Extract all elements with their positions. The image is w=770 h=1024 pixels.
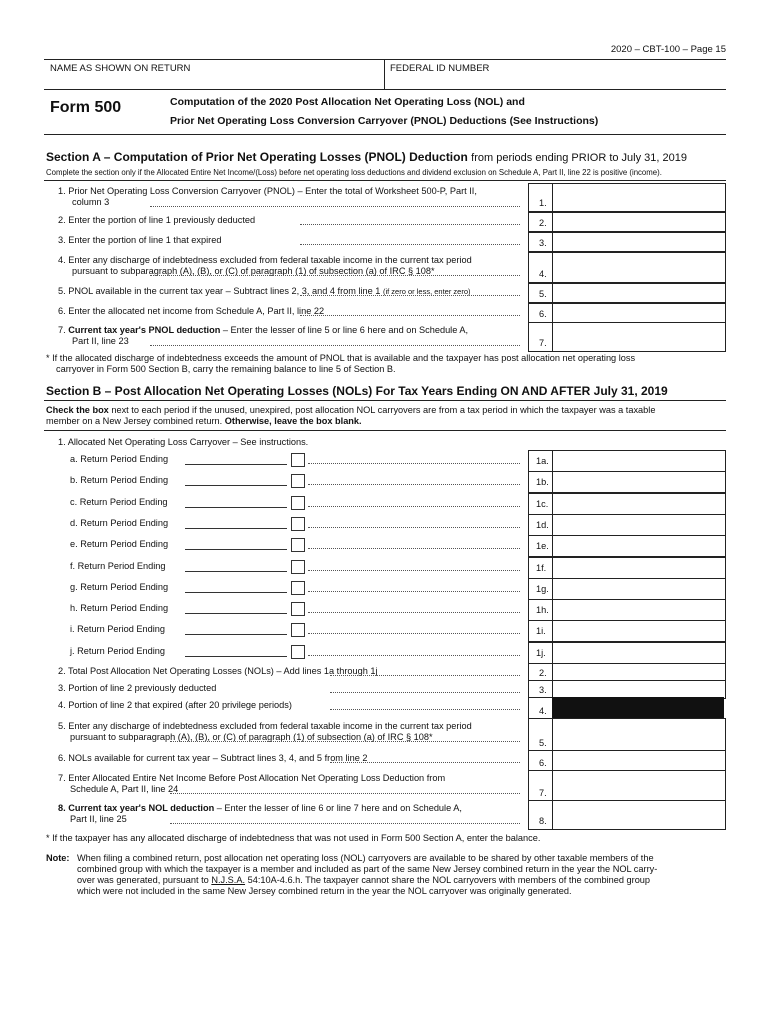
section-a-title: Section A – Computation of Prior Net Operating Losses (PNOL) Deduction from periods ending PRIOR to July 31, 2019 [46, 150, 687, 164]
leader-dots [170, 741, 520, 742]
section-b-line-5-text: 5. Enter any discharge of indebtedness excluded from federal taxable income in the current tax period [58, 721, 472, 731]
leader-dots [300, 244, 520, 245]
leader-dots [308, 570, 520, 571]
note-line-1: When filing a combined return, post allocation net operating loss (NOL) carryovers are available to be shared by other taxable members of the [77, 853, 654, 863]
period-amount-field[interactable] [552, 620, 726, 642]
period-label-6: g. Return Period Ending [70, 582, 169, 592]
fein-label: FEDERAL ID NUMBER [390, 63, 490, 74]
leader-dots [308, 484, 520, 485]
section-b-line-6-number: 6. [539, 758, 547, 768]
combined-return-checkbox[interactable] [291, 581, 305, 595]
leader-dots [308, 548, 520, 549]
section-a-line-7-number: 7. [539, 338, 547, 348]
section-a-line-4-text-2: pursuant to subparagraph (A), (B), or (C) of paragraph (1) of subsection (a) of IRC § 108* [72, 266, 435, 276]
section-b-line-3-number: 3. [539, 685, 547, 695]
leader-dots [300, 315, 520, 316]
period-label-3: d. Return Period Ending [70, 518, 169, 528]
leader-dots [308, 655, 520, 656]
section-b-line-8-number: 8. [539, 816, 547, 826]
section-b-line-7-text-2: Schedule A, Part II, line 24 [70, 784, 179, 794]
period-amount-field[interactable] [552, 599, 726, 621]
form-name: Form 500 [50, 99, 122, 116]
period-line-number-3: 1d. [536, 520, 549, 530]
period-line-number-8: 1i. [536, 626, 546, 636]
section-a-line-1-number: 1. [539, 198, 547, 208]
combined-return-checkbox[interactable] [291, 560, 305, 574]
header-top-rule [44, 59, 726, 60]
period-label-1: b. Return Period Ending [70, 475, 169, 485]
period-label-8: i. Return Period Ending [70, 624, 165, 634]
period-label-2: c. Return Period Ending [70, 497, 168, 507]
note-line-4: which were not included in the same New Jersey combined return in the year the NOL carryover was originally generated. [77, 886, 572, 896]
section-a-line-4-number: 4. [539, 269, 547, 279]
section-b-line-4-text: 4. Portion of line 2 that expired (after 20 privilege periods) [58, 700, 292, 710]
note-line-2: combined group with which the taxpayer is a member and included as part of the same New Jersey combined return in the year the NOL carry- [77, 864, 658, 874]
note-line-3: over was generated, pursuant to N.J.S.A. 54:10A-4.6.h. The taxpayer cannot share the NOL carryovers with members of the combined group [77, 875, 651, 885]
leader-dots [330, 762, 520, 763]
period-label-5: f. Return Period Ending [70, 561, 166, 571]
section-b-check-instruction: Check the box next to each period if the unused, unexpired, post allocation NOL carryovers are from a tax period in which the taxpayer was a taxable [46, 405, 656, 415]
section-b-line-8-amount-field[interactable] [552, 800, 726, 830]
period-amount-field[interactable] [552, 557, 726, 579]
njsa-link[interactable]: N.J.S.A. [211, 875, 246, 885]
section-a-line-4-text: 4. Enter any discharge of indebtedness excluded from federal taxable income in the current tax period [58, 255, 472, 265]
leader-dots [150, 275, 520, 276]
return-period-date-field[interactable] [185, 464, 287, 465]
section-b-line-3-text: 3. Portion of line 2 previously deducted [58, 683, 217, 693]
section-a-footnote-2: carryover in Form 500 Section B, carry the remaining balance to line 5 of Section B. [56, 364, 396, 374]
section-b-rule [44, 400, 726, 401]
section-a-line-7-amount-field[interactable] [552, 322, 726, 352]
header-bottom-rule [44, 89, 726, 90]
leader-dots [330, 692, 520, 693]
form-title-line2: Prior Net Operating Loss Conversion Carryover (PNOL) Deductions (See Instructions) [170, 115, 599, 127]
section-a-line-5-text: 5. PNOL available in the current tax year – Subtract lines 2, 3, and 4 from line 1 (if zero or less, enter zero) [58, 286, 471, 296]
combined-return-checkbox[interactable] [291, 645, 305, 659]
period-amount-field[interactable] [552, 642, 726, 664]
section-b-line-8-text: 8. Current tax year's NOL deduction – Enter the lesser of line 6 or line 7 here and on Schedule A, [58, 803, 462, 813]
section-b-line-7-number: 7. [539, 788, 547, 798]
section-a-line-6-number: 6. [539, 309, 547, 319]
leader-dots [170, 823, 520, 824]
period-label-9: j. Return Period Ending [70, 646, 165, 656]
section-b-line-5-amount-field[interactable] [552, 718, 726, 752]
section-b-line-2-text: 2. Total Post Allocation Net Operating Losses (NOLs) – Add lines 1a through 1j [58, 666, 378, 676]
period-label-0: a. Return Period Ending [70, 454, 169, 464]
leader-dots [308, 633, 520, 634]
return-period-date-field[interactable] [185, 549, 287, 550]
note-label: Note: [46, 853, 70, 863]
period-line-number-5: 1f. [536, 563, 547, 573]
section-b-check-instruction-2: member on a New Jersey combined return. Otherwise, leave the box blank. [46, 416, 362, 426]
leader-dots [300, 295, 520, 296]
combined-return-checkbox[interactable] [291, 623, 305, 637]
section-b-line-7-text: 7. Enter Allocated Entire Net Income Before Post Allocation Net Operating Loss Deduction from [58, 773, 446, 783]
section-a-instruction: Complete the section only if the Allocated Entire Net Income/(Loss) before net operating loss deductions and dividend exclusion on Schedule A, Part II, line 22 is positive (income). [46, 168, 662, 177]
section-a-footnote-1: * If the allocated discharge of indebtedness exceeds the amount of PNOL that is available and the taxpayer has post allocation net operating loss [46, 353, 636, 363]
form-title-line1: Computation of the 2020 Post Allocation Net Operating Loss (NOL) and [170, 96, 525, 108]
return-period-date-field[interactable] [185, 485, 287, 486]
section-a-line-1-text: 1. Prior Net Operating Loss Conversion Carryover (PNOL) – Enter the total of Worksheet 500-P, Part II, [58, 186, 477, 196]
title-rule [44, 134, 726, 135]
header-divider [384, 59, 385, 89]
combined-return-checkbox[interactable] [291, 474, 305, 488]
period-label-7: h. Return Period Ending [70, 603, 169, 613]
section-a-line-5-amount-field[interactable] [552, 283, 726, 303]
section-b-footnote: * If the taxpayer has any allocated discharge of indebtedness that was not used in Form 500 Section A, enter the balance. [46, 833, 541, 843]
leader-dots [150, 206, 520, 207]
period-amount-field[interactable] [552, 471, 726, 493]
section-a-line-1-text-2: column 3 [72, 197, 110, 207]
section-a-line-2-text: 2. Enter the portion of line 1 previously deducted [58, 215, 256, 225]
return-period-date-field[interactable] [185, 613, 287, 614]
period-line-number-4: 1e. [536, 541, 549, 551]
period-line-number-7: 1h. [536, 605, 549, 615]
period-line-number-6: 1g. [536, 584, 549, 594]
combined-return-checkbox[interactable] [291, 496, 305, 510]
leader-dots [150, 345, 520, 346]
section-a-line-5-number: 5. [539, 289, 547, 299]
section-a-line-3-amount-field[interactable] [552, 232, 726, 252]
section-a-line-2-number: 2. [539, 218, 547, 228]
leader-dots [330, 675, 520, 676]
section-a-rule [44, 180, 726, 181]
section-a-line-3-number: 3. [539, 238, 547, 248]
leader-dots [308, 591, 520, 592]
period-label-4: e. Return Period Ending [70, 539, 169, 549]
combined-return-checkbox[interactable] [291, 517, 305, 531]
section-a-line-6-amount-field[interactable] [552, 303, 726, 323]
leader-dots [170, 793, 520, 794]
combined-return-checkbox[interactable] [291, 453, 305, 467]
section-b-line-2-number: 2. [539, 668, 547, 678]
section-b-line-6-amount-field[interactable] [552, 750, 726, 772]
section-b-line-4-number: 4. [539, 706, 547, 716]
section-b-line1: 1. Allocated Net Operating Loss Carryover – See instructions. [58, 437, 309, 447]
return-period-date-field[interactable] [185, 592, 287, 593]
section-a-line-6-text: 6. Enter the allocated net income from Schedule A, Part II, line 22 [58, 306, 325, 316]
section-a-line-1-amount-field[interactable] [552, 183, 726, 212]
leader-dots [308, 527, 520, 528]
period-line-number-0: 1a. [536, 456, 549, 466]
section-b-title: Section B – Post Allocation Net Operating Losses (NOLs) For Tax Years Ending ON AND AFTER July 31, 2019 [46, 384, 668, 398]
leader-dots [300, 224, 520, 225]
period-amount-field[interactable] [552, 535, 726, 557]
section-a-line-4-amount-field[interactable] [552, 252, 726, 283]
section-b-line-8-text-2: Part II, line 25 [70, 814, 127, 824]
shaded-block [552, 697, 724, 718]
period-line-number-2: 1c. [536, 499, 549, 509]
section-b-rule-2 [44, 430, 726, 431]
period-amount-field[interactable] [552, 493, 726, 515]
section-b-line-7-amount-field[interactable] [552, 770, 726, 802]
combined-return-checkbox[interactable] [291, 602, 305, 616]
section-b-line-5-text-2: pursuant to subparagraph (A), (B), or (C) of paragraph (1) of subsection (a) of IRC § 108* [70, 732, 433, 742]
return-period-date-field[interactable] [185, 528, 287, 529]
leader-dots [308, 463, 520, 464]
section-a-line-3-text: 3. Enter the portion of line 1 that expired [58, 235, 222, 245]
combined-return-checkbox[interactable] [291, 538, 305, 552]
section-b-line-6-text: 6. NOLs available for current tax year – Subtract lines 3, 4, and 5 from line 2 [58, 753, 368, 763]
period-line-number-9: 1j. [536, 648, 546, 658]
period-amount-field[interactable] [552, 450, 726, 472]
return-period-date-field[interactable] [185, 571, 287, 572]
section-a-line-2-amount-field[interactable] [552, 212, 726, 232]
return-period-date-field[interactable] [185, 656, 287, 657]
period-line-number-1: 1b. [536, 477, 549, 487]
period-amount-field[interactable] [552, 578, 726, 600]
return-period-date-field[interactable] [185, 507, 287, 508]
page-label: 2020 – CBT-100 – Page 15 [610, 44, 726, 55]
section-a-line-7-text: 7. Current tax year's PNOL deduction – Enter the lesser of line 5 or line 6 here and on Schedule A, [58, 325, 469, 335]
leader-dots [308, 612, 520, 613]
section-a-line-7-text-2: Part II, line 23 [72, 336, 129, 346]
return-period-date-field[interactable] [185, 634, 287, 635]
period-amount-field[interactable] [552, 514, 726, 536]
leader-dots [330, 709, 520, 710]
name-label: NAME AS SHOWN ON RETURN [50, 63, 191, 74]
leader-dots [308, 506, 520, 507]
section-b-line-5-number: 5. [539, 738, 547, 748]
